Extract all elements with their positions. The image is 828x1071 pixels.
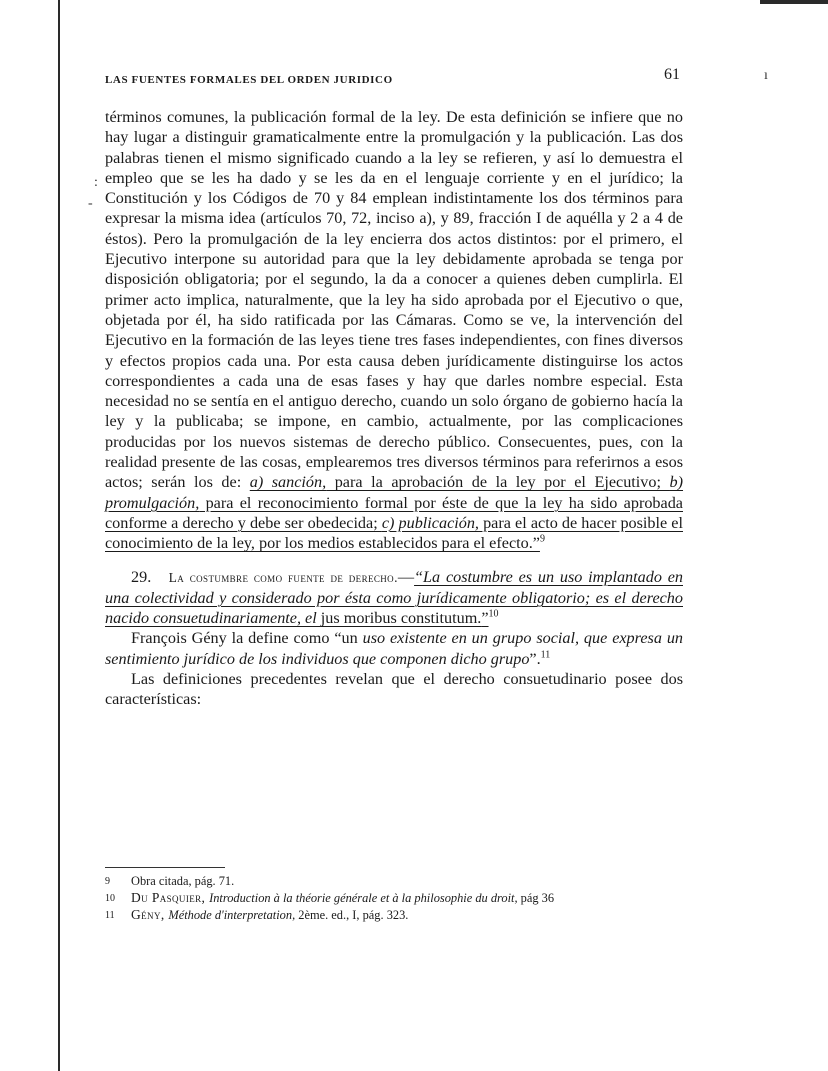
paragraph-geny [105,628,683,669]
paragraph-text: François Gény la define como “un [131,629,363,648]
paragraph-promulgacion [105,107,683,554]
section-number: 29. [131,567,152,586]
term-definition: para el acto de hacer posible el conocimiento de la ley, por los medios establecidos para el efecto.” [105,513,683,553]
footnote-number: 11 [105,910,115,921]
margin-mark: - [88,196,93,211]
margin-mark: ı [764,68,768,83]
footnote-ref: 11 [540,649,551,661]
footnote-number: 10 [105,893,115,904]
footnote-title: Introduction à la théorie générale et à la philosophie du droit, [209,891,518,905]
quote-close: ” [481,609,489,628]
footnote-ref: 9 [539,533,545,545]
term-definition: para la aprobación de la ley por el Ejecutivo; [326,473,670,492]
page-number: 61 [664,66,680,83]
term-text: a) sanción, [249,473,327,492]
footnote-text: Obra citada, pág. 71. [131,874,235,888]
footnote-ref: 10 [488,608,499,620]
term-text: c) publicación, [381,513,479,532]
footnote-divider [105,867,225,868]
definition-quote: “La costumbre es un uso implantado en una colectividad y considerado por ésta como jurídicamente obligatorio; es el derecho nacido consuetudinariamente, el [105,567,683,628]
footnote-9 [105,873,683,890]
term-text: b) promulgación, [105,473,684,512]
footnote-number: 9 [105,876,110,887]
footnote-10 [105,890,683,907]
paragraph-caracteristicas: Las definiciones precedentes revelan que el derecho consuetudinario posee dos características: [105,670,683,709]
footnote-text: 2ème. ed., I, pág. 323. [295,908,409,922]
footnote-author: Gény, [131,907,169,922]
footnote-text: pág 36 [517,891,555,905]
section-title: La costumbre como fuente de derecho. [168,569,398,585]
running-head: LAS FUENTES FORMALES DEL ORDEN JURIDICO [105,74,393,86]
footnote-author: Du Pasquier, [131,890,210,905]
term-definition: para el reconocimiento formal por éste de que la ley ha sido aprobada conforme a derecho y debe ser obedecida; [105,493,683,532]
body-text [105,107,683,710]
geny-quote: uso existente en un grupo social, que expresa un sentimiento jurídico de los individuos que componen dicho grupo [105,629,684,668]
section-dash: — [397,567,415,586]
margin-mark: : [94,175,98,190]
footnotes [105,873,683,924]
footnote-11 [105,907,683,924]
paragraph-text: ”. [529,649,541,668]
footnote-title: Méthode d'interpretation, [168,908,296,922]
paragraph-text: términos comunes, la publicación formal de la ley. De esta definición se infiere que no hay lugar a distinguir gramaticalmente entre la promulgación y la publicación. Las dos palabras tienen el mismo significado cuando a la ley se refieren, y así lo demuestra el empleo que se les ha dado y se les da en el lenguaje corriente y en el jurídico; la Constitución y los Códigos de 70 y 84 emplean indistintamente los dos términos para expresar la misma idea (artículos 70, 72, inciso a), y 89, fracción I de aquélla y 2 a 4 de éstos). Pero la promulgación de la ley encierra dos actos distintos: por el primero, el Ejecutivo interpone su autoridad para que la ley debidamente aprobada se tenga por disposición obligatoria; por el segundo, la da a conocer a quienes deben cumplirla. El primer acto implica, naturalmente, que la ley ha sido aprobada por el Ejecutivo o que, objetada por él, ha sido ratificada por las Cámaras. Como se ve, la intervención del Ejecutivo en la formación de las leyes tiene tres fases independientes, con fines diversos y efectos propios cada una. Por esta causa deben jurídicamente distinguirse los actos correspondientes a cada una de esas fases y hay que darles nombre especial. Esta necesidad no se sentía en el antiguo derecho, cuando un solo órgano de gobierno hacía la ley y la publicaba; se impone, en cambio, actualmente, por las complicaciones producidas por los nuevos sistemas de derecho público. Consecuentes, pues, con la realidad presente de las cosas, emplearemos tres diversos términos para referirnos a esos actos; serán los de: [105,108,683,492]
page-header [105,68,685,88]
latin-phrase: jus moribus constitutum. [320,609,482,628]
section-29 [105,567,683,629]
